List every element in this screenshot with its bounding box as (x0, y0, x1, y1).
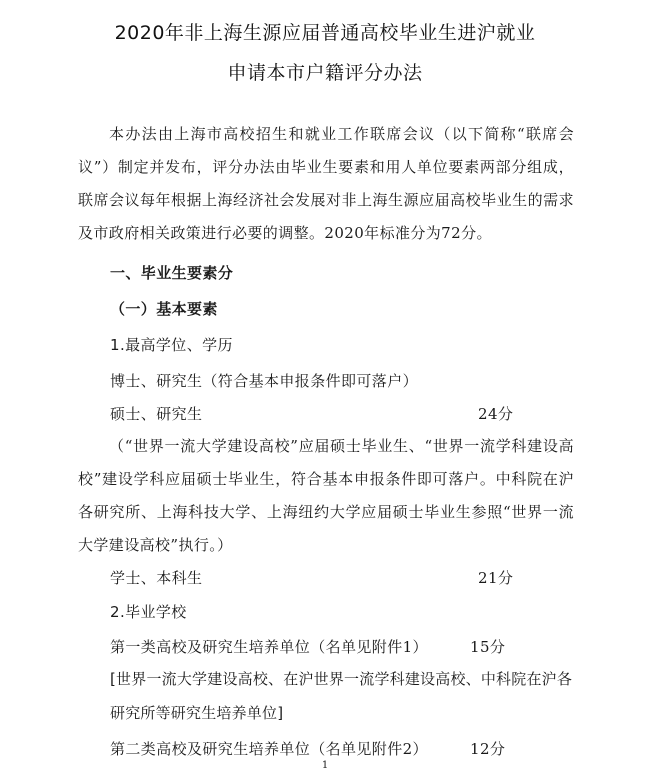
subsection-heading: （一）基本要素 (110, 300, 218, 318)
class2-score: 12分 (470, 740, 506, 758)
bachelor-label: 学士、本科生 (110, 569, 203, 587)
class1-note: [世界一流大学建设高校、在沪世界一流学科建设高校、中科院在沪各研究所等研究生培养单位] (110, 670, 573, 722)
master-note-paragraph: （“世界一流大学建设高校”应届硕士毕业生、“世界一流学科建设高校”建设学科应届硕士毕业生，符合基本申报条件即可落户。中科院在沪各研究所、上海科技大学、上海纽约大学应届硕士毕业生参照“世界一流大学建设高校”执行。） (78, 437, 574, 554)
class1-score: 15分 (470, 638, 506, 656)
bachelor-score: 21分 (478, 569, 514, 587)
master-label: 硕士、研究生 (110, 405, 203, 423)
intro-paragraph: 本办法由上海市高校招生和就业工作联席会议（以下简称“联席会议”）制定并发布，评分办法由毕业生要素和用人单位要素两部分组成，联席会议每年根据上海经济社会发展对非上海生源应届高校毕业生的需求及市政府相关政策进行必要的调整。2020年标准分为72分。 (78, 125, 574, 242)
item-heading-degree: 1.最高学位、学历 (110, 336, 233, 354)
phd-line: 博士、研究生（符合基本申报条件即可落户） (110, 372, 419, 390)
section-heading: 一、毕业生要素分 (110, 264, 234, 282)
document-title-line-2: 申请本市户籍评分办法 (227, 62, 423, 84)
class1-label: 第一类高校及研究生培养单位（名单见附件1） (110, 638, 428, 656)
document-title-line-1: 2020年非上海生源应届普通高校毕业生进沪就业 (114, 22, 536, 44)
item-heading-school: 2.毕业学校 (110, 603, 187, 621)
page-number: 1 (321, 760, 329, 771)
master-score: 24分 (478, 405, 514, 423)
class2-label: 第二类高校及研究生培养单位（名单见附件2） (110, 740, 428, 758)
